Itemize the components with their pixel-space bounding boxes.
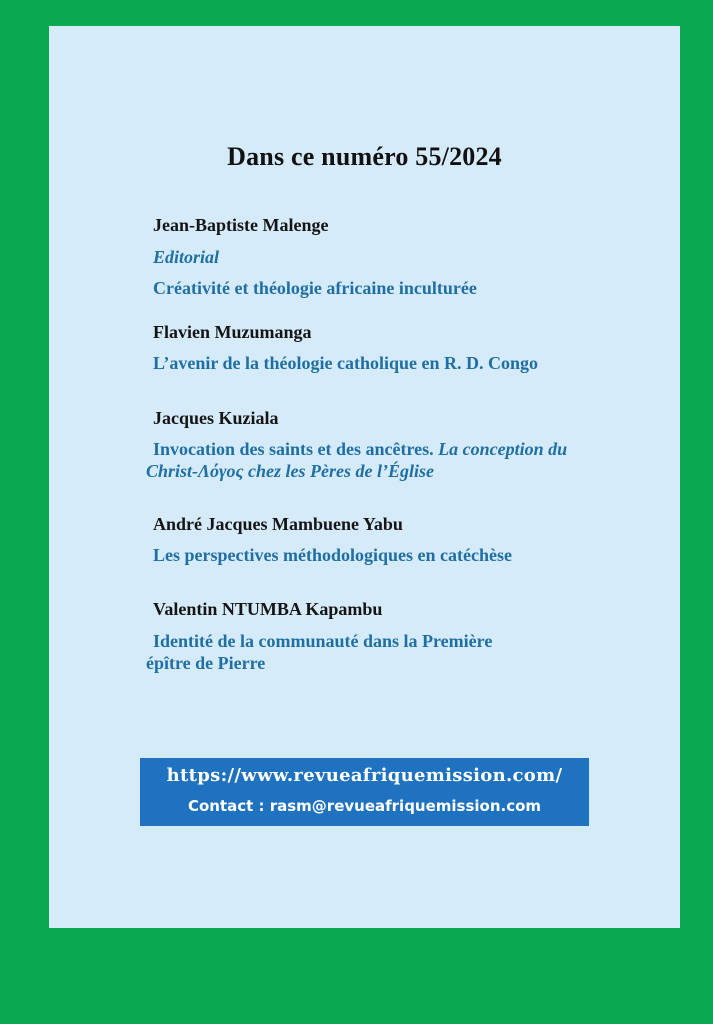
article-title: Les perspectives méthodologiques en catéchèse [153,545,512,565]
contact-email[interactable]: Contact : rasm@revueafriquemission.com [187,797,542,815]
content-panel [49,26,680,928]
website-banner [140,758,589,826]
article-title [153,438,567,460]
website-link[interactable]: https://www.revueafriquemission.com/ [166,765,563,786]
author-name: Jean-Baptiste Malenge [153,215,329,235]
author-name: Flavien Muzumanga [153,322,312,342]
article-title: L’avenir de la théologie catholique en R. D. Congo [153,353,539,373]
article-subtitle-part: La conception du [433,439,568,459]
author-name: André Jacques Mambuene Yabu [153,514,403,534]
author-name: Jacques Kuziala [153,408,279,428]
section-label: Editorial [153,247,220,267]
issue-title: Dans ce numéro 55/2024 [227,142,502,171]
article-title-part: Invocation des saints et des ancêtres. [153,439,434,459]
article-title-line: épître de Pierre [146,653,266,673]
author-name: Valentin NTUMBA Kapambu [153,599,383,619]
article-subtitle-line: Christ-Λόγος chez les Pères de l’Église [146,461,434,481]
article-title: Créativité et théologie africaine inculturée [153,278,477,298]
article-title-line: Identité de la communauté dans la Première [153,631,493,651]
